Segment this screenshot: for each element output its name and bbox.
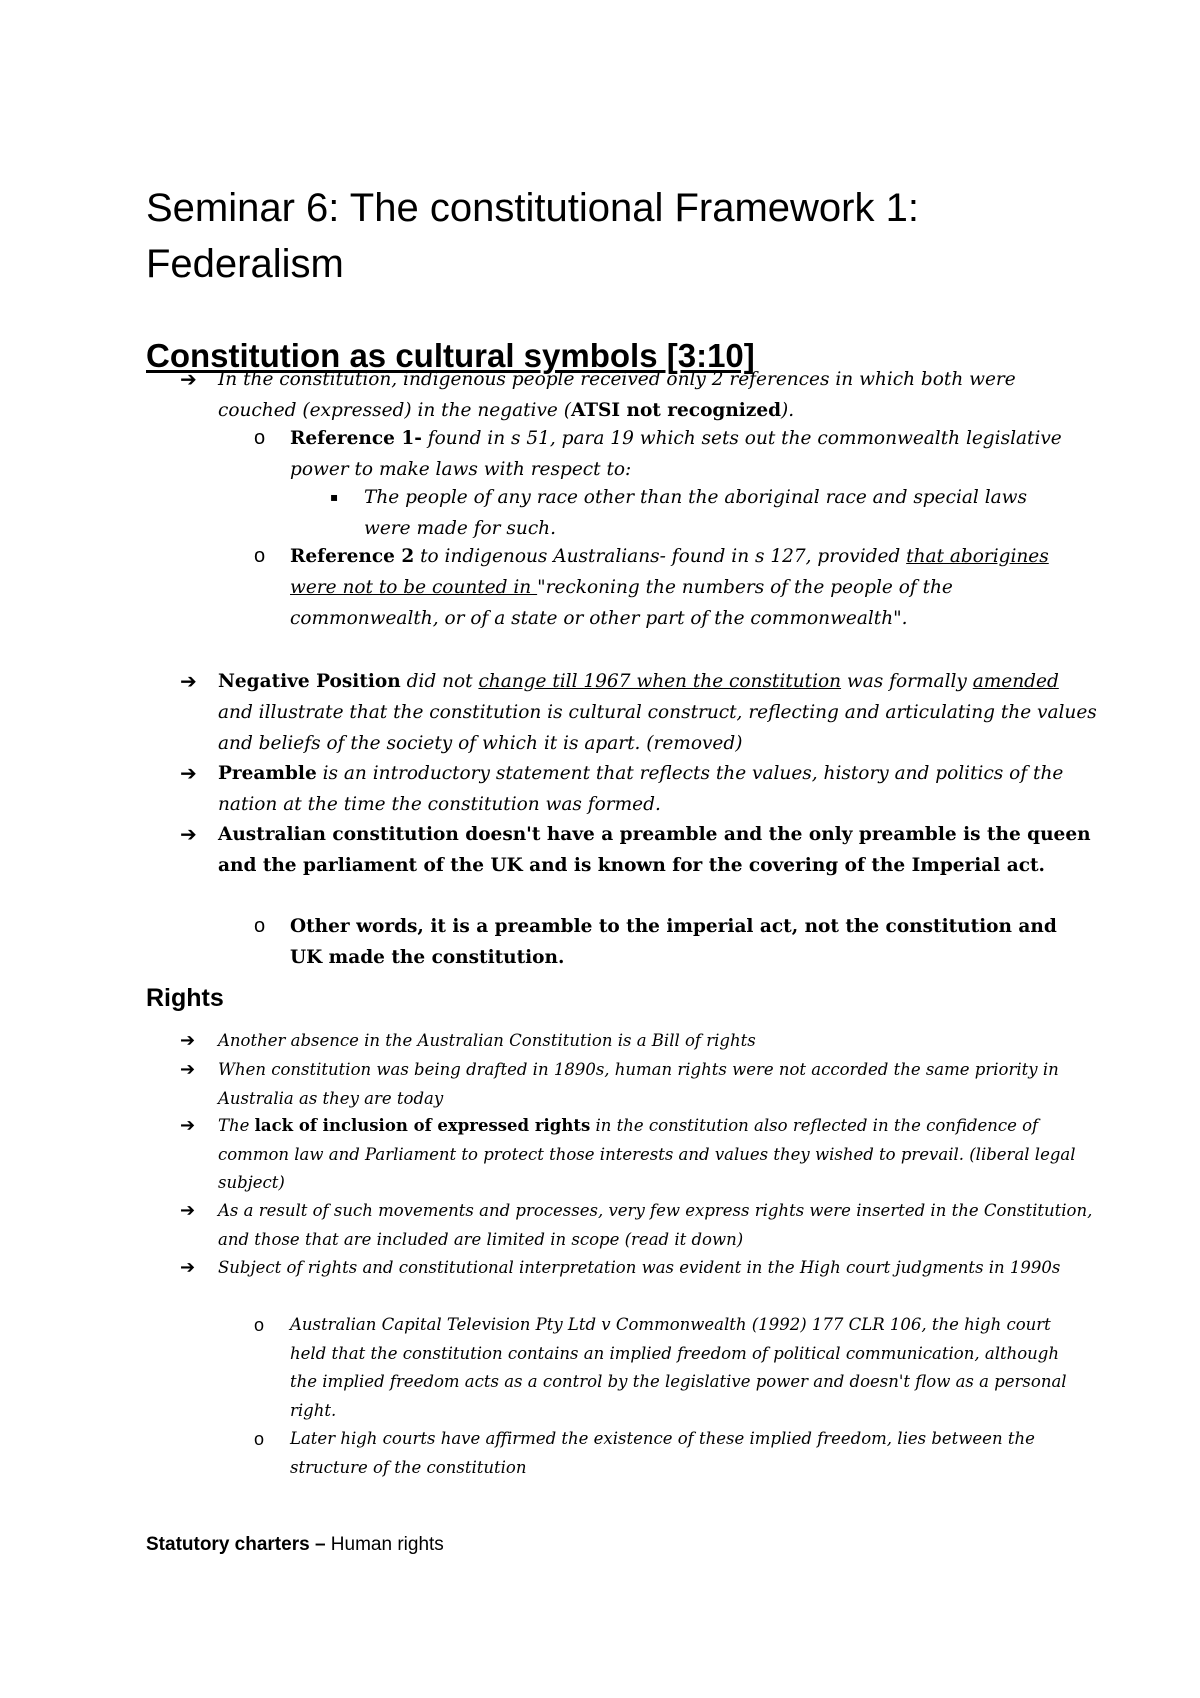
arrow-right-icon: ➔ (180, 669, 197, 693)
arrow-right-icon: ➔ (180, 1115, 196, 1136)
circle-bullet-icon: o (254, 427, 266, 449)
arrow-right-icon: ➔ (180, 1059, 196, 1080)
arrow-right-icon: ➔ (180, 761, 197, 785)
list-item: ➔ As a result of such movements and processes, very few express rights were inserted in the Constitution, and those that are included are limited in scope (read it down) (218, 1197, 1098, 1254)
list-item: ➔ Another absence in the Australian Constitution is a Bill of rights (218, 1027, 1098, 1056)
list-item: ➔ Negative Position did not change till 1967 when the constitution was formally amended and illustrate that the constitution is cultural construct, reflecting and articulating the values and beliefs of the society of which it is apart. (removed) (218, 666, 1098, 759)
list-item: o Reference 2 to indigenous Australians- found in s 127, provided that aborigines were not to be counted in "reckoning the numbers of the people of the commonwealth, or of a state or other part of the commonwealth". (290, 541, 1080, 634)
arrow-right-icon: ➔ (180, 367, 197, 391)
statutory-charters-line: Statutory charters – Human rights (146, 1534, 444, 1555)
list-item: o Later high courts have affirmed the existence of these implied freedom, lies between the structure of the constitution (290, 1425, 1080, 1482)
circle-bullet-icon: o (254, 915, 266, 937)
page-title: Seminar 6: The constitutional Framework 1: Federalism (146, 186, 919, 286)
section-heading-constitution: Constitution as cultural symbols [3:10] (146, 337, 755, 374)
section-heading-rights: Rights (146, 984, 224, 1012)
list-item: o Other words, it is a preamble to the imperial act, not the constitution and UK made the constitution. (290, 911, 1080, 973)
circle-bullet-icon: o (254, 1315, 265, 1335)
list-item: ▪ The people of any race other than the aboriginal race and special laws were made for such. (364, 482, 1054, 544)
list-item: ➔ The lack of inclusion of expressed rights in the constitution also reflected in the confidence of common law and Parliament to protect those interests and values they wished to prevail. (liberal legal subject) (218, 1112, 1098, 1198)
list-item: ➔ Subject of rights and constitutional interpretation was evident in the High court judgments in 1990s (218, 1254, 1098, 1283)
list-item: ➔ In the constitution, indigenous people received only 2 references in which both were couched (expressed) in the negative (ATSI not recognized). (218, 364, 1098, 426)
list-item: ➔ Preamble is an introductory statement that reflects the values, history and politics of the nation at the time the constitution was formed. (218, 758, 1098, 820)
circle-bullet-icon: o (254, 1429, 265, 1449)
square-bullet-icon: ▪ (330, 490, 339, 504)
list-item: o Reference 1- found in s 51, para 19 which sets out the commonwealth legislative power to make laws with respect to: (290, 423, 1080, 485)
arrow-right-icon: ➔ (180, 1257, 196, 1278)
arrow-right-icon: ➔ (180, 1030, 196, 1051)
list-item: ➔ Australian constitution doesn't have a preamble and the only preamble is the queen and the parliament of the UK and is known for the covering of the Imperial act. (218, 819, 1098, 881)
arrow-right-icon: ➔ (180, 822, 197, 846)
circle-bullet-icon: o (254, 545, 266, 567)
list-item: ➔ When constitution was being drafted in 1890s, human rights were not accorded the same priority in Australia as they are today (218, 1056, 1098, 1113)
arrow-right-icon: ➔ (180, 1200, 196, 1221)
list-item: o Australian Capital Television Pty Ltd v Commonwealth (1992) 177 CLR 106, the high court held that the constitution contains an implied freedom of political communication, although the implied freedom acts as a control by the legislative power and doesn't flow as a personal right. (290, 1311, 1080, 1425)
